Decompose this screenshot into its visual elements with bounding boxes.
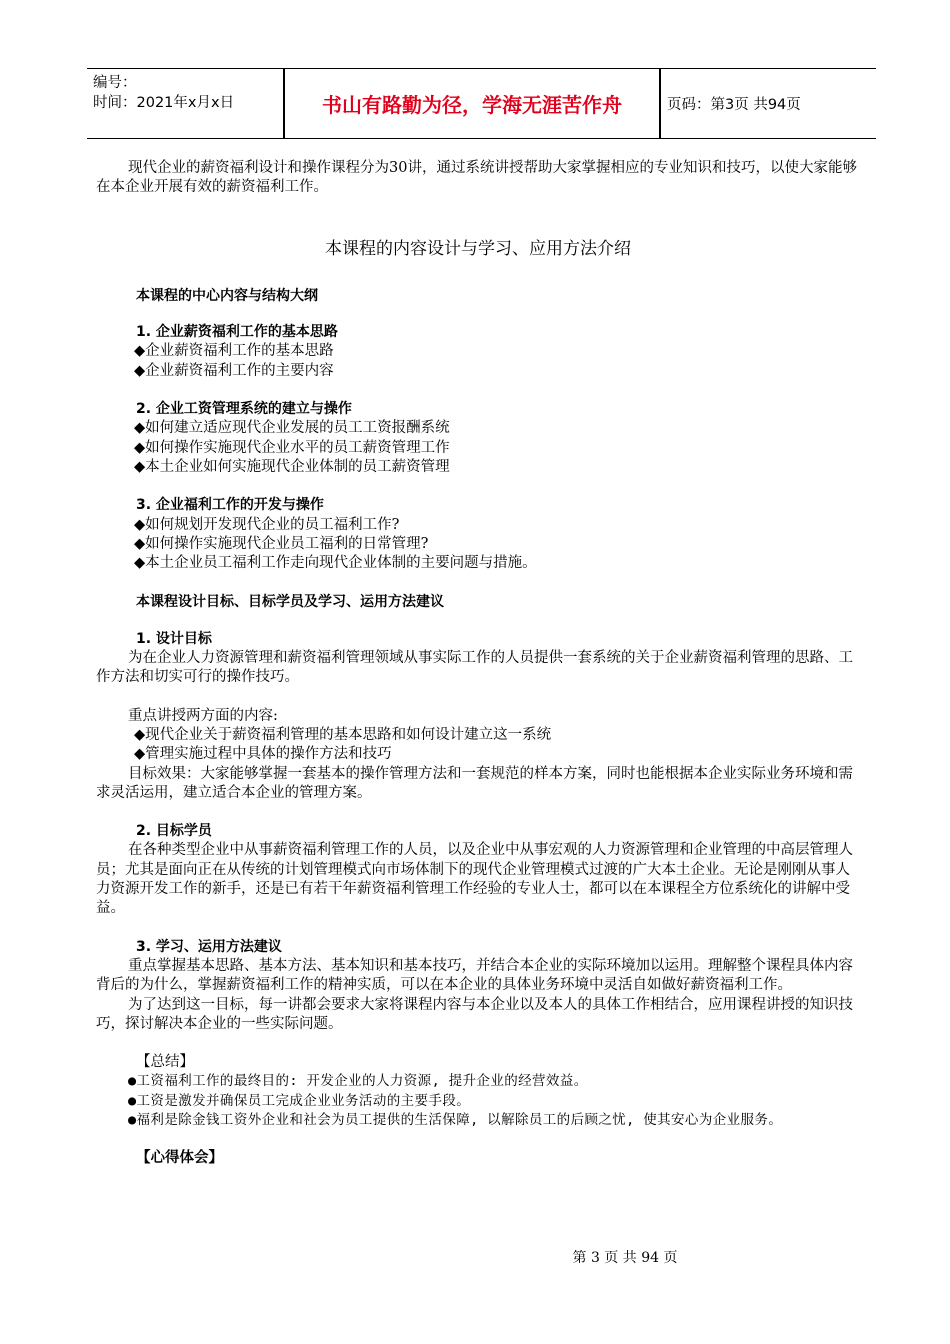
header-motto: 书山有路勤为径，学海无涯苦作舟	[322, 93, 622, 117]
list-item: ◆现代企业关于薪资福利管理的基本思路和如何设计建立这一系统	[134, 726, 552, 743]
number-label: 编号：	[93, 75, 137, 91]
section-title: 3. 企业福利工作的开发与操作	[136, 497, 324, 514]
section-title: 2. 目标学员	[136, 823, 212, 840]
paragraph: 为在企业人力资源管理和薪资福利管理领域从事实际工作的人员提供一套系统的关于企业薪资福利管理的思路、工作方法和切实可行的操作技巧。	[96, 650, 853, 686]
paragraph: 在各种类型企业中从事薪资福利管理工作的人员，以及企业中从事宏观的人力资源管理和企业管理的中高层管理人员；尤其是面向正在从传统的计划管理模式向市场体制下的现代企业管理模式过渡的广大本土企业。无论是刚刚从事人力资源开发工作的新手，还是已有若干年薪资福利管理工作经验的专业人士，都可以在本课程全方位系统化的讲解中受益。	[96, 842, 853, 917]
section-title: 1. 设计目标	[136, 630, 212, 647]
section-title: 3. 学习、运用方法建议	[136, 938, 282, 955]
document-body	[96, 159, 860, 1169]
paragraph: 目标效果：大家能够掌握一套基本的操作管理方法和一套规范的样本方案，同时也能根据本企业实际业务环境和需求灵活运用，建立适合本企业的管理方案。	[96, 765, 853, 801]
list-item: ◆本土企业员工福利工作走向现代企业体制的主要问题与措施。	[134, 555, 537, 572]
header-meta	[93, 73, 283, 113]
list-item: ◆如何建立适应现代企业发展的员工工资报酬系统	[134, 420, 450, 437]
summary-heading: 【总结】	[136, 1054, 194, 1071]
summary-item: ●福利是除金钱工资外企业和社会为员工提供的生活保障, 以解除员工的后顾之忧, 使其安心为企业服务。	[128, 1111, 783, 1128]
summary-item: ●工资是激发并确保员工完成企业业务活动的主要手段。	[128, 1092, 471, 1109]
reflection-heading: 【心得体会】	[136, 1150, 223, 1167]
paragraph: 重点讲授两方面的内容:	[128, 707, 278, 724]
page-footer: 第 3 页 共 94 页	[572, 1250, 678, 1266]
page-header	[87, 68, 876, 139]
goals-heading: 本课程设计目标、目标学员及学习、运用方法建议	[136, 594, 444, 611]
paragraph: 为了达到这一目标，每一讲都会要求大家将课程内容与本企业以及本人的具体工作相结合，应用课程讲授的知识技巧，探讨解决本企业的一些实际问题。	[96, 996, 853, 1032]
intro-paragraph: 现代企业的薪资福利设计和操作课程分为30讲，通过系统讲授帮助大家掌握相应的专业知识和技巧，以使大家能够在本企业开展有效的薪资福利工作。	[96, 160, 857, 196]
paragraph: 重点掌握基本思路、基本方法、基本知识和基本技巧，并结合本企业的实际环境加以运用。理解整个课程具体内容背后的为什么，掌握薪资福利工作的精神实质，可以在本企业的具体业务环境中灵活自如做好薪资福利工作。	[96, 957, 853, 994]
section-title: 1. 企业薪资福利工作的基本思路	[136, 324, 338, 341]
header-divider	[659, 69, 661, 138]
section-title: 2. 企业工资管理系统的建立与操作	[136, 401, 352, 418]
page-title: 本课程的内容设计与学习、应用方法介绍	[325, 238, 631, 259]
list-item: ◆如何操作实施现代企业员工福利的日常管理?	[134, 535, 429, 552]
time-label: 时间：2021年x月x日	[93, 95, 235, 111]
list-item: ◆如何操作实施现代企业水平的员工薪资管理工作	[134, 439, 450, 456]
header-page-info: 页码：第3页 共94页	[667, 97, 801, 113]
list-item: ◆企业薪资福利工作的基本思路	[134, 343, 334, 360]
list-item: ◆企业薪资福利工作的主要内容	[134, 362, 334, 379]
summary-item: ●工资福利工作的最终目的: 开发企业的人力资源, 提升企业的经营效益。	[128, 1073, 588, 1090]
list-item: ◆本土企业如何实施现代企业体制的员工薪资管理	[134, 458, 450, 475]
outline-heading: 本课程的中心内容与结构大纲	[136, 287, 318, 304]
list-item: ◆管理实施过程中具体的操作方法和技巧	[134, 746, 392, 763]
list-item: ◆如何规划开发现代企业的员工福利工作?	[134, 516, 400, 533]
